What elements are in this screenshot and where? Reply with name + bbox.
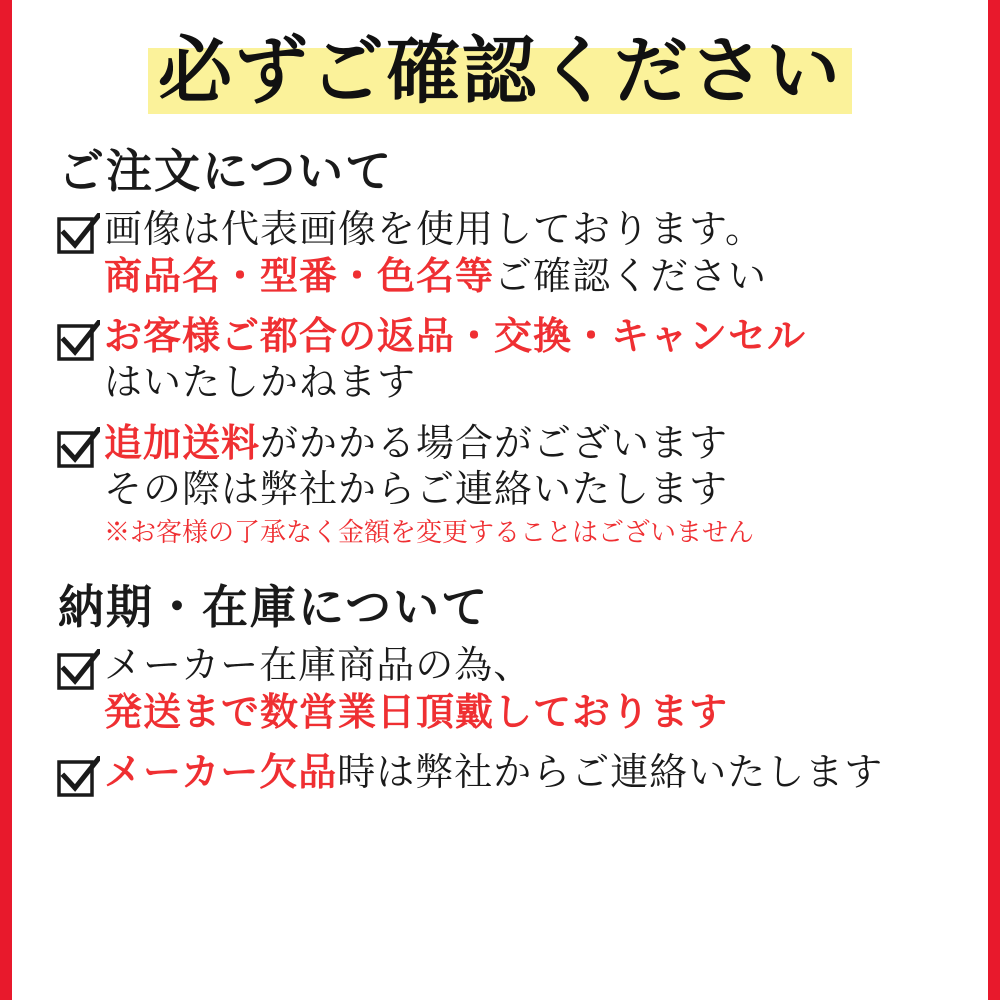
notice-line: メーカー在庫商品の為、 bbox=[104, 645, 533, 688]
notice-item bbox=[56, 314, 958, 407]
notice-line: 発送まで数営業日頂戴しております bbox=[104, 691, 729, 734]
checkbox-checked-icon bbox=[56, 213, 100, 257]
notice-line-red: 商品名・型番・色名等 bbox=[104, 255, 495, 298]
notice-item bbox=[56, 207, 958, 300]
checkbox-checked-icon bbox=[56, 649, 100, 693]
notice-item-lines bbox=[104, 421, 958, 550]
left-red-border bbox=[0, 0, 12, 1000]
notice-line-black: 時は弊社からご連絡いたします bbox=[337, 752, 884, 795]
notice-line bbox=[104, 421, 958, 467]
checkbox-checked-icon bbox=[56, 320, 100, 364]
checkbox-checked-icon bbox=[56, 756, 100, 800]
notice-line bbox=[104, 254, 958, 300]
notice-item bbox=[56, 421, 958, 550]
notice-footnote: ※お客様の了承なく金額を変更することはございません bbox=[104, 516, 755, 547]
page-title bbox=[42, 28, 958, 117]
notice-line: お客様ご都合の返品・交換・キャンセル bbox=[104, 316, 807, 359]
notice-line-black: がかかる場合がございます bbox=[260, 422, 729, 465]
right-red-border bbox=[988, 0, 1000, 1000]
notice-content bbox=[12, 0, 988, 1000]
notice-line bbox=[104, 750, 958, 796]
section-heading-delivery: 納期・在庫について bbox=[58, 581, 490, 634]
title-text: 必ずご確認ください bbox=[158, 29, 842, 112]
notice-line: はいたしかねます bbox=[104, 362, 417, 405]
notice-line-red: 追加送料 bbox=[104, 422, 261, 465]
notice-item-lines bbox=[104, 314, 958, 407]
notice-line: その際は弊社からご連絡いたします bbox=[104, 469, 729, 512]
notice-item-lines bbox=[104, 207, 958, 300]
notice-line-red: メーカー欠品 bbox=[104, 752, 338, 795]
notice-item-lines bbox=[104, 750, 958, 796]
section-heading-order: ご注文について bbox=[58, 145, 394, 198]
notice-item bbox=[56, 750, 958, 800]
notice-line: 画像は代表画像を使用しております。 bbox=[104, 209, 764, 252]
notice-item bbox=[56, 643, 958, 736]
notice-item-lines bbox=[104, 643, 958, 736]
checkbox-checked-icon bbox=[56, 427, 100, 471]
notice-line-black: ご確認ください bbox=[494, 255, 768, 298]
